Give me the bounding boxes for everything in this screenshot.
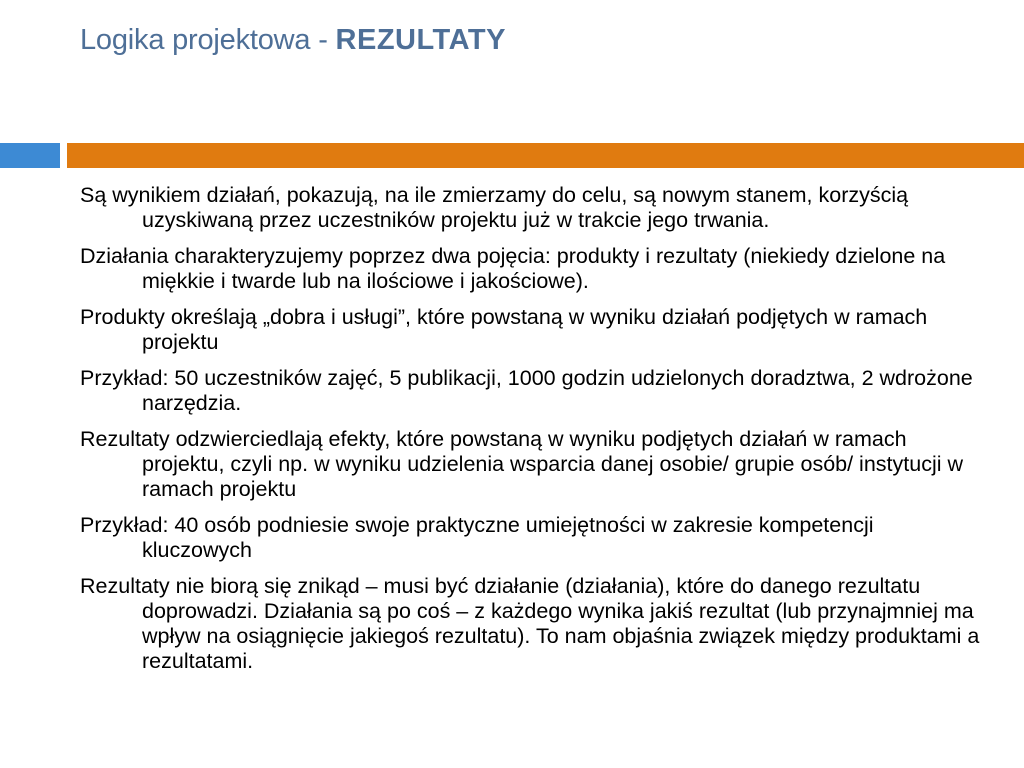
slide-title-emphasis: REZULTATY [335, 24, 506, 56]
paragraph-results-definition: Są wynikiem działań, pokazują, na ile zmierzamy do celu, są nowym stanem, korzyścią uzyskiwaną przez uczestników projektu już w trakcie jego trwania. [80, 183, 909, 232]
paragraph-results-relationship: Rezultaty nie biorą się znikąd – musi być działanie (działania), które do danego rezultatu doprowadzi. Działania są po coś – z każdego wynika jakiś rezultat (lub przynajmniej ma wpływ na osiągnięcie jakiegoś rezultatu). To nam objaśnia związek między produktami a rezultatami. [80, 574, 980, 673]
paragraph-products-example: Przykład: 50 uczestników zajęć, 5 publikacji, 1000 godzin udzielonych doradztwa, 2 wdrożone narzędzia. [80, 366, 973, 415]
slide-content [80, 183, 985, 685]
accent-bar-left [0, 143, 60, 168]
paragraph-products-definition: Produkty określają „dobra i usługi”, które powstaną w wyniku działań podjętych w ramach projektu [80, 305, 928, 354]
slide-title-prefix: Logika projektowa - [80, 24, 336, 56]
paragraph-activities-concepts: Działania charakteryzujemy poprzez dwa pojęcia: produkty i rezultaty (niekiedy dzielone na miękkie i twarde lub na ilościowe i jakościowe). [80, 244, 946, 293]
accent-bar-main [67, 143, 1024, 168]
paragraph-results-effects: Rezultaty odzwierciedlają efekty, które powstaną w wyniku podjętych działań w ramach projektu, czyli np. w wyniku udzielenia wsparcia danej osobie/ grupie osób/ instytucji w ramach projektu [80, 427, 963, 501]
paragraph-results-example: Przykład: 40 osób podniesie swoje praktyczne umiejętności w zakresie kompetencji kluczowych [80, 513, 874, 562]
slide-title [80, 24, 506, 57]
